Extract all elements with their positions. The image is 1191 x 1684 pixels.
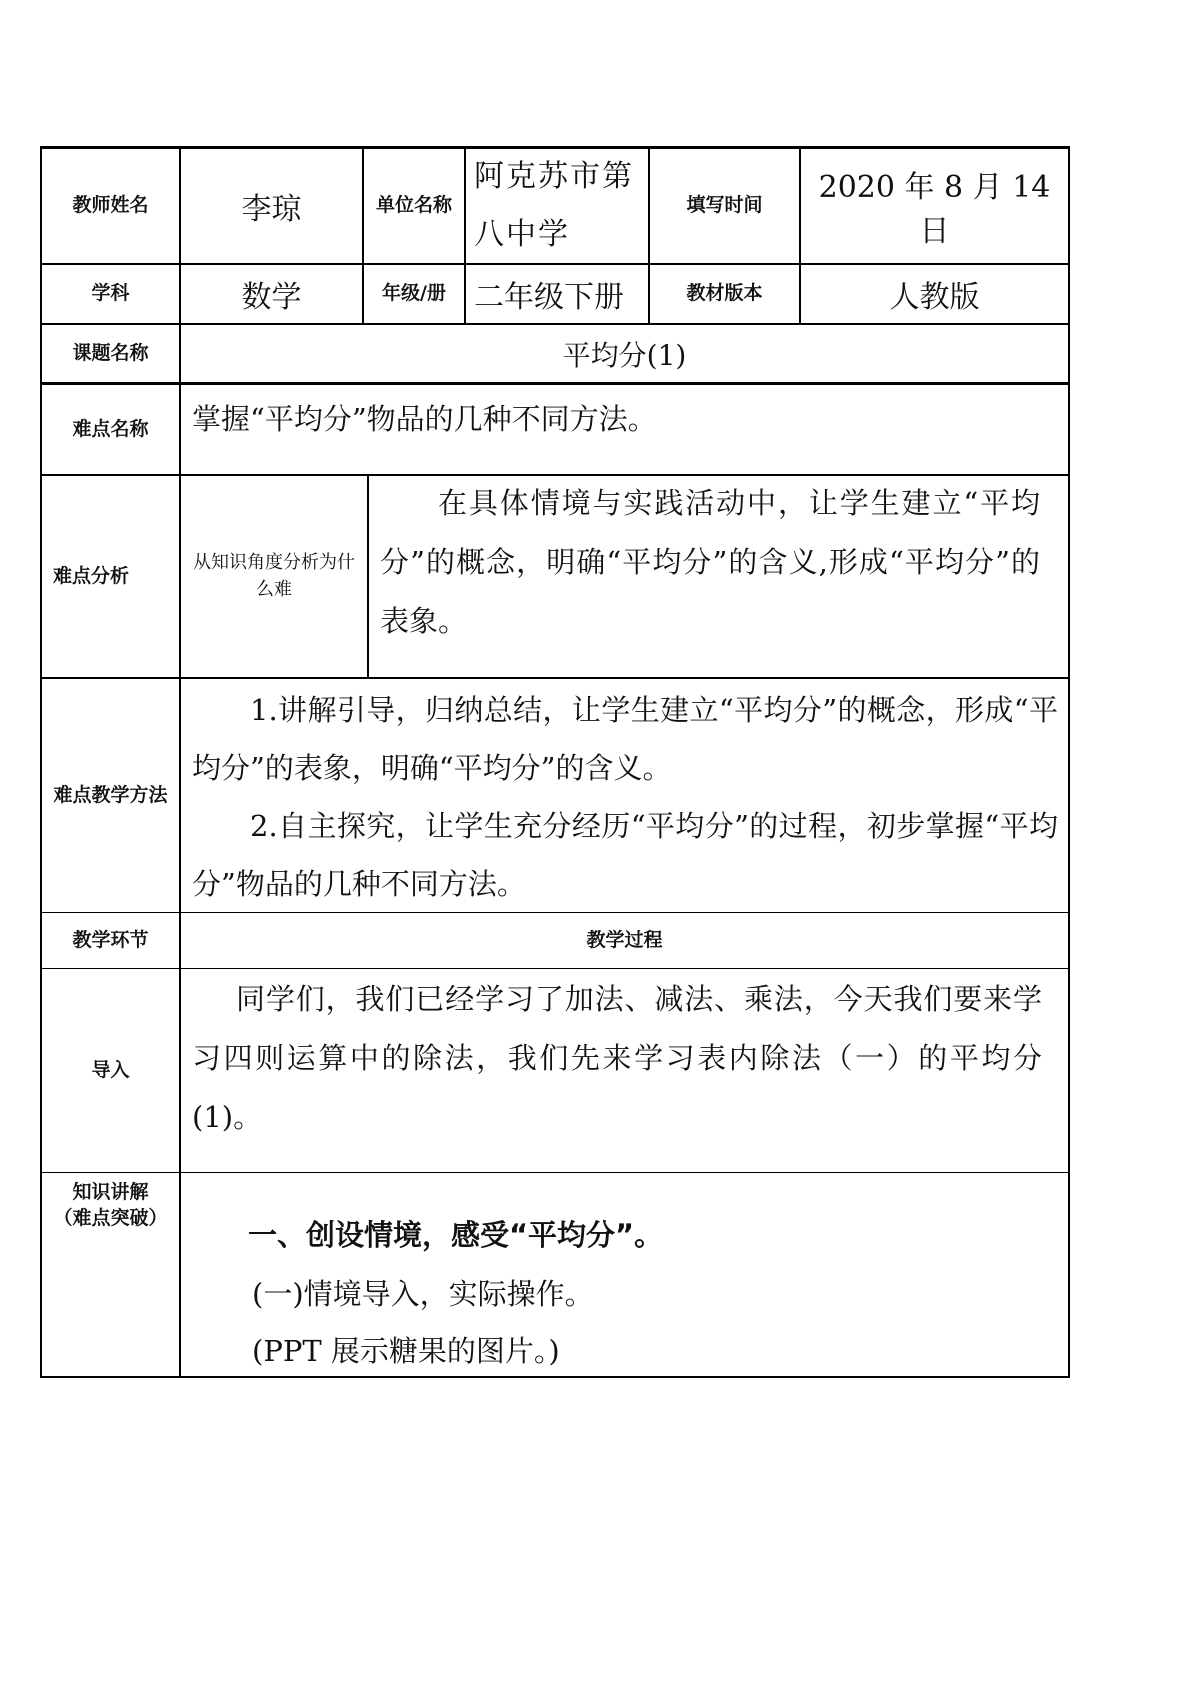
knowledge-sub1: (一)情境导入，实际操作。 <box>252 1277 594 1311</box>
analysis-label: 难点分析 <box>52 564 129 587</box>
edition-value: 人教版 <box>889 280 980 315</box>
knowledge-label-line2: （难点突破） <box>53 1207 168 1229</box>
topic-label: 课题名称 <box>72 341 149 364</box>
grade-label: 年级/册 <box>382 282 446 305</box>
col-divider <box>367 474 369 678</box>
difficulty-value: 掌握“平均分”物品的几种不同方法。 <box>192 402 657 436</box>
row-divider <box>41 382 1070 385</box>
subject-label: 学科 <box>91 282 130 305</box>
topic-value: 平均分(1) <box>562 338 687 372</box>
row-divider <box>41 677 1070 679</box>
col-divider <box>464 146 466 324</box>
teacher-name-value: 李琼 <box>241 192 302 227</box>
edition-label: 教材版本 <box>686 282 763 305</box>
row-divider <box>41 1172 1070 1173</box>
process-label: 教学环节 <box>72 928 149 951</box>
knowledge-heading: 一、创设情境，感受“平均分”。 <box>248 1218 664 1252</box>
knowledge-label-line1: 知识讲解 <box>72 1181 149 1204</box>
knowledge-label <box>42 1176 179 1236</box>
intro-text: 同学们，我们已经学习了加法、减法、乘法，今天我们要来学习四则运算中的除法，我们先来学习表内除法（一）的平均分(1)。 <box>192 982 1042 1134</box>
process-value: 教学过程 <box>586 928 663 951</box>
fill-date-value: 2020 年 8 月 14 日 <box>818 170 1051 249</box>
row-divider <box>41 968 1070 969</box>
unit-name-value: 阿克苏市第八中学 <box>474 159 634 252</box>
table-border-right <box>1068 146 1070 1378</box>
knowledge-sub2: (PPT 展示糖果的图片。) <box>252 1334 560 1368</box>
method-item: 1.讲解引导，归纳总结，让学生建立“平均分”的概念，形成“平均分”的表象，明确“平均分”的含义。 <box>192 693 1058 785</box>
method-label: 难点教学方法 <box>53 783 168 806</box>
teacher-name-label: 教师姓名 <box>72 194 149 217</box>
analysis-sublabel: 从知识角度分析为什么难 <box>193 552 355 600</box>
difficulty-label: 难点名称 <box>72 417 149 440</box>
method-item: 2.自主探究，让学生充分经历“平均分”的过程，初步掌握“平均分”物品的几种不同方法。 <box>192 809 1058 901</box>
fill-date-label: 填写时间 <box>686 194 763 217</box>
grade-value: 二年级下册 <box>474 280 624 315</box>
subject-value: 数学 <box>241 280 302 315</box>
intro-label: 导入 <box>91 1058 130 1081</box>
unit-name-label: 单位名称 <box>375 194 452 217</box>
analysis-text: 在具体情境与实践活动中，让学生建立“平均分”的概念，明确“平均分”的含义,形成“平均分”的表象。 <box>380 486 1040 638</box>
